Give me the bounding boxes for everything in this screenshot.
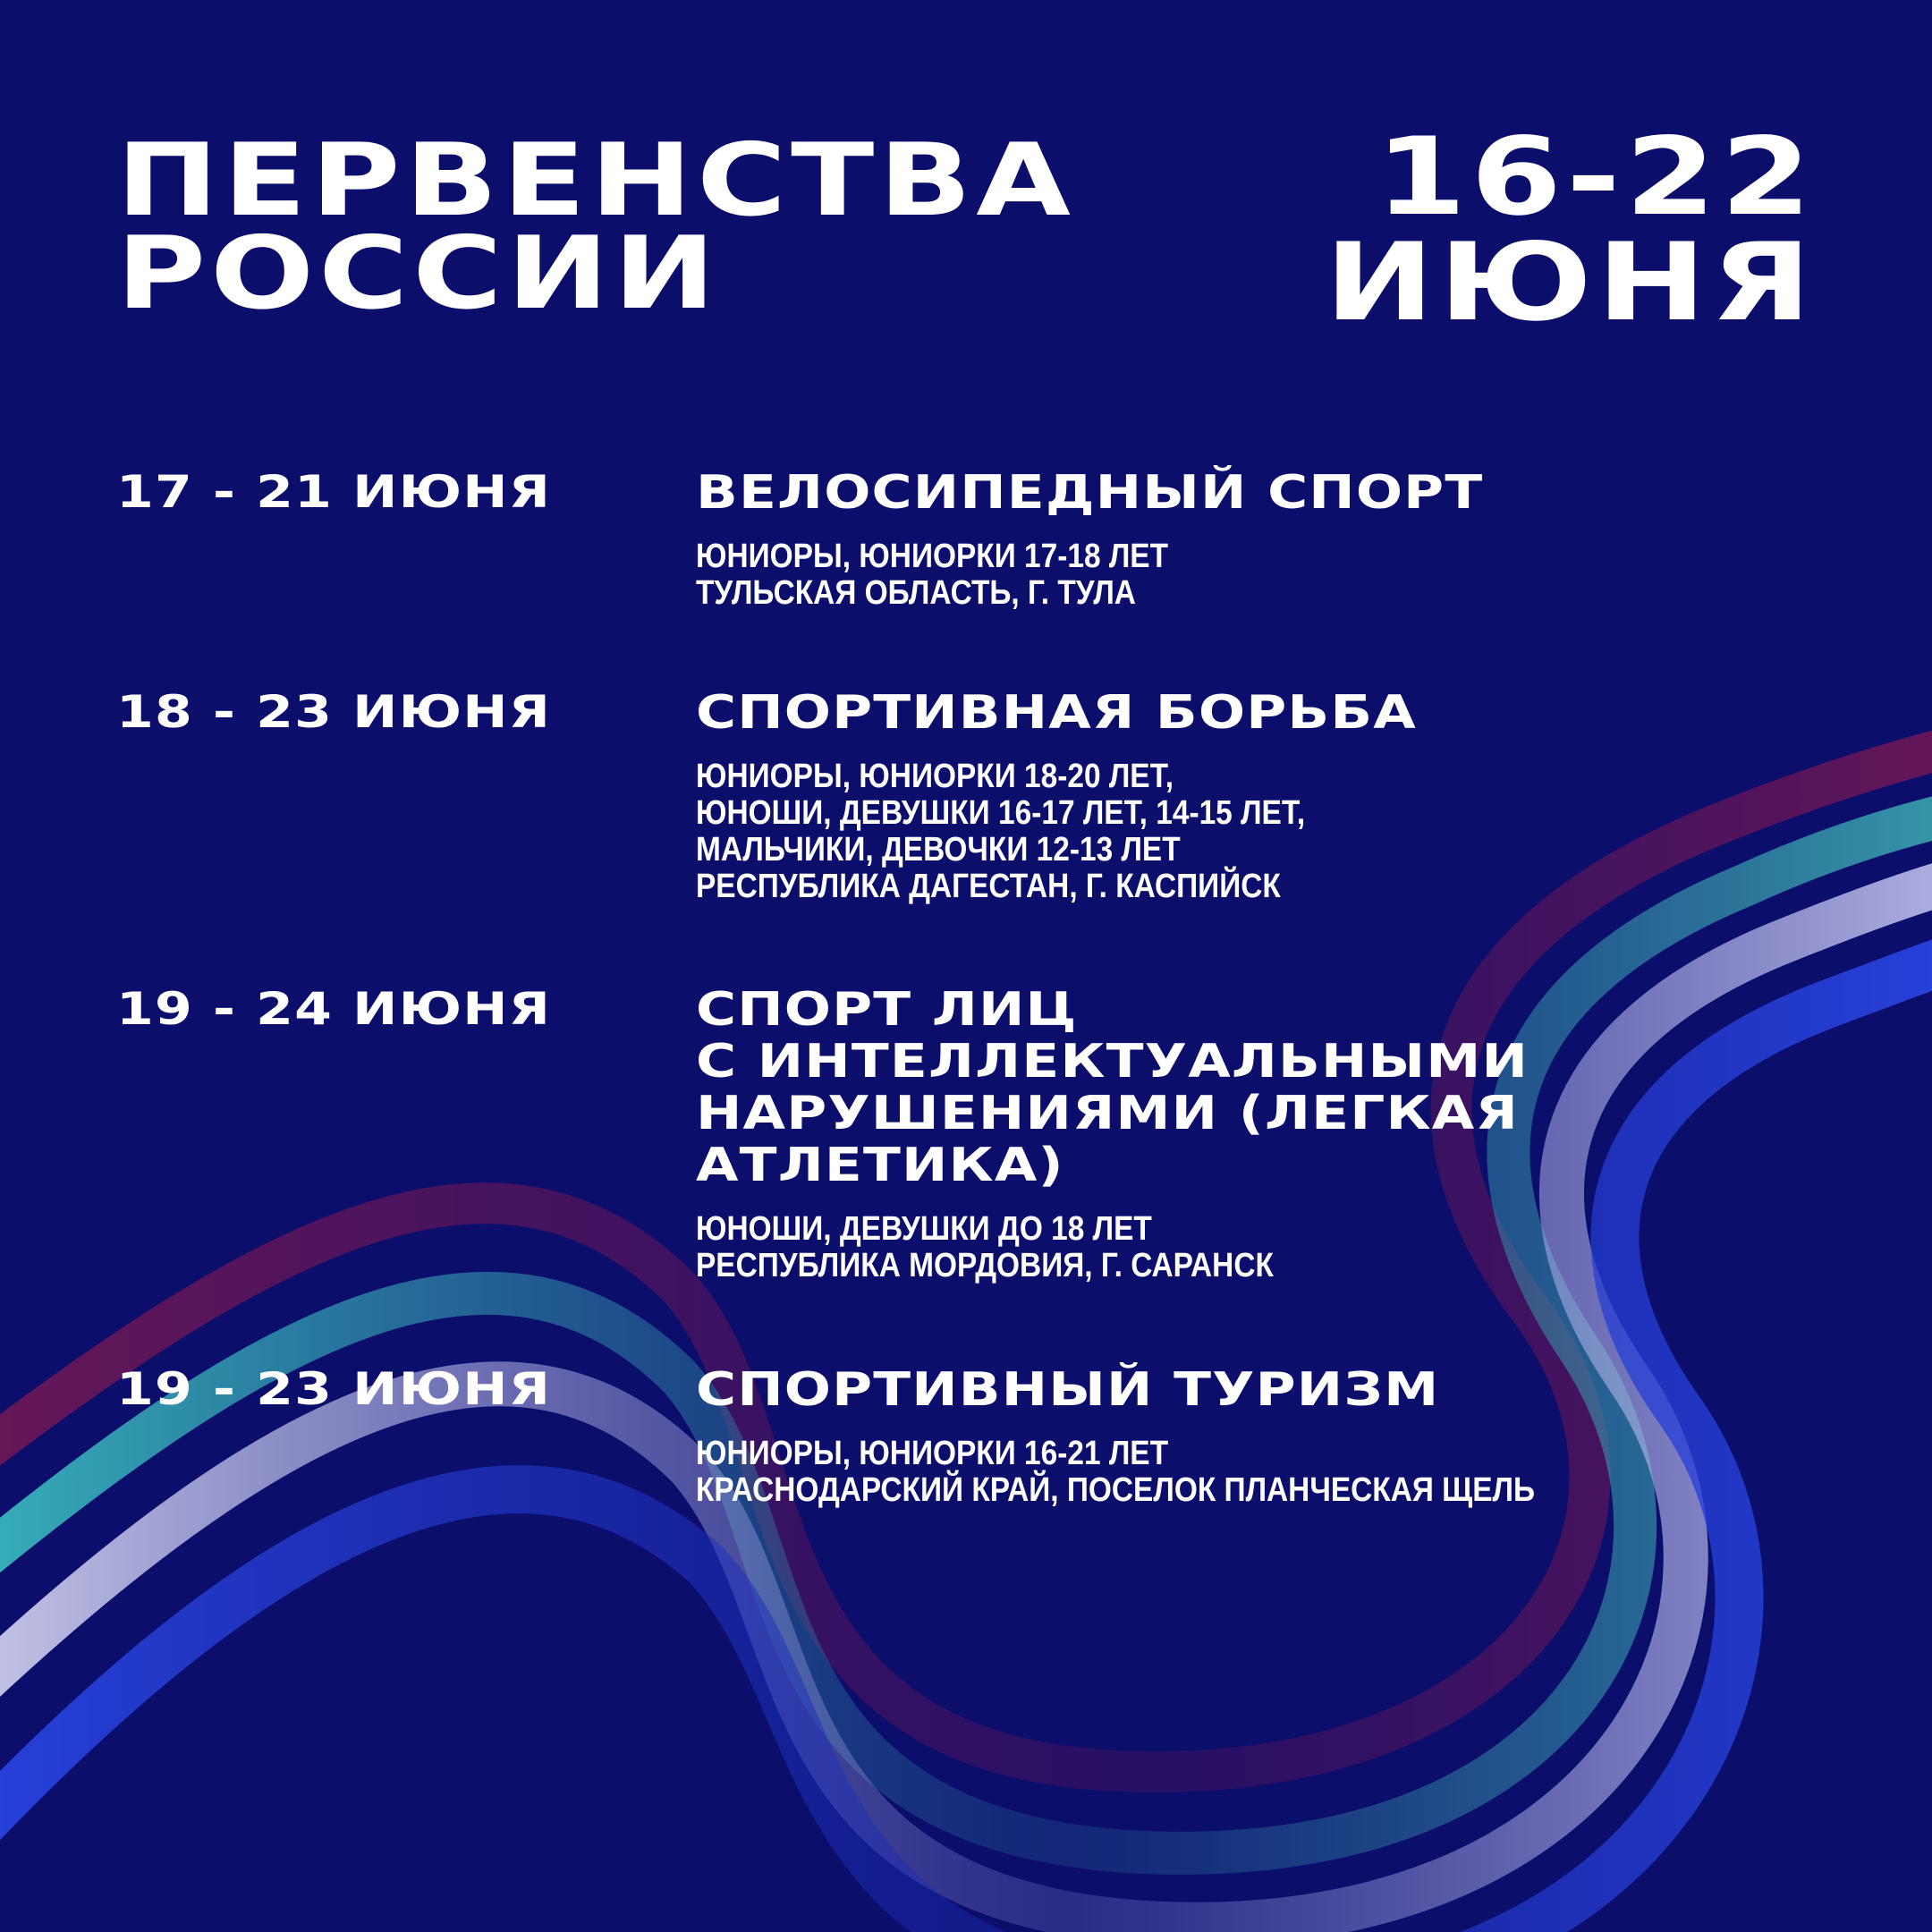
event-detail-line: ТУЛЬСКАЯ ОБЛАСТЬ, Г. ТУЛА (696, 574, 1136, 612)
event-info (696, 1364, 1769, 1509)
event-name-line: СПОРТИВНАЯ БОРЬБА (696, 686, 1417, 740)
event-detail-line: ЮНИОРЫ, ЮНИОРКИ 18-20 ЛЕТ, (696, 758, 1174, 795)
event-name-line: С ИНТЕЛЛЕКТУАЛЬНЫМИ (696, 1035, 1530, 1089)
event-date: 19 - 23 ИЮНЯ (116, 1363, 552, 1415)
period-dates (1324, 115, 1816, 345)
event-name-line: ВЕЛОСИПЕДНЫЙ СПОРТ (696, 466, 1484, 520)
event-detail-line: КРАСНОДАРСКИЙ КРАЙ, ПОСЕЛОК ПЛАНЧЕСКАЯ ЩЕЛЬ (696, 1471, 1536, 1509)
period-month: ИЮНЯ (1324, 221, 1816, 345)
page-title (116, 123, 1075, 332)
event-detail-line: ЮНИОРЫ, ЮНИОРКИ 17-18 ЛЕТ (696, 538, 1169, 575)
event-date: 17 - 21 ИЮНЯ (116, 466, 552, 518)
event-name (696, 984, 1932, 1191)
event-detail-line: ЮНОШИ, ДЕВУШКИ 16-17 ЛЕТ, 14-15 ЛЕТ, (696, 794, 1306, 832)
event-detail-line: РЕСПУБЛИКА ДАГЕСТАН, Г. КАСПИЙСК (696, 868, 1281, 905)
event-name (696, 1364, 1932, 1416)
event-date: 18 - 23 ИЮНЯ (116, 686, 552, 738)
event-info (696, 984, 1769, 1284)
event-name (696, 467, 1932, 519)
event-info (696, 467, 1769, 612)
event-name-line: НАРУШЕНИЯМИ (ЛЕГКАЯ (696, 1087, 1519, 1140)
event-detail-line: ЮНОШИ, ДЕВУШКИ ДО 18 ЛЕТ (696, 1210, 1152, 1248)
title-line-2: РОССИИ (116, 216, 720, 332)
event-info (696, 687, 1769, 905)
event-details (696, 1211, 1640, 1284)
event-detail-line: ЮНИОРЫ, ЮНИОРКИ 16-21 ЛЕТ (696, 1435, 1169, 1472)
event-details (696, 758, 1640, 905)
period-days: 16-22 (1375, 115, 1816, 240)
ribbon-teal (0, 809, 1932, 1853)
event-name-line: СПОРТ ЛИЦ (696, 983, 1078, 1037)
event-name-line: СПОРТИВНЫЙ ТУРИЗМ (696, 1363, 1440, 1417)
event-date: 19 - 24 ИЮНЯ (116, 983, 552, 1035)
event-name (696, 687, 1932, 739)
event-name-line: АТЛЕТИКА) (696, 1139, 1064, 1192)
event-details (696, 1436, 1640, 1509)
event-detail-line: МАЛЬЧИКИ, ДЕВОЧКИ 12-13 ЛЕТ (696, 831, 1181, 869)
event-detail-line: РЕСПУБЛИКА МОРДОВИЯ, Г. САРАНСК (696, 1247, 1274, 1284)
title-line-1: ПЕРВЕНСТВА (116, 123, 1075, 239)
event-details (696, 538, 1640, 612)
